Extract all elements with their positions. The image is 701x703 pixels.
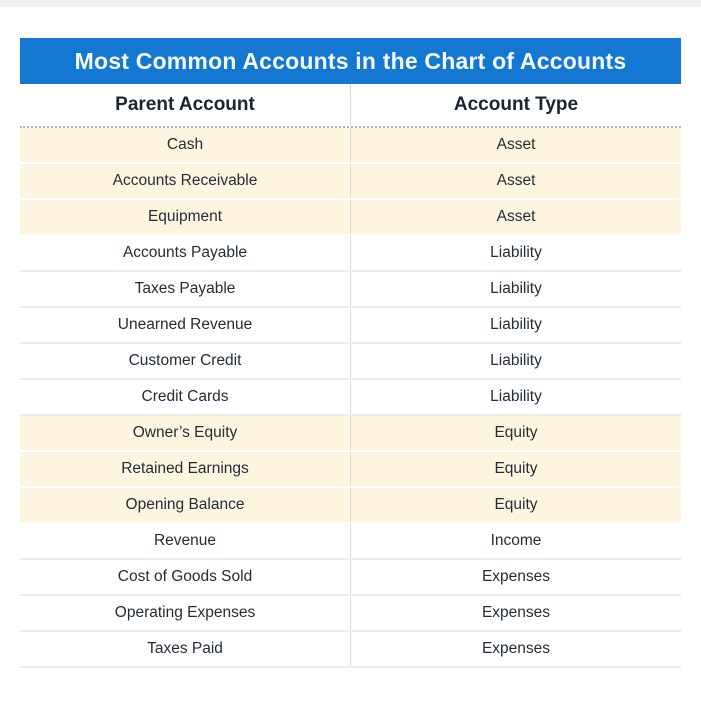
account-type-cell: Expenses xyxy=(481,568,551,585)
account-type-cell: Asset xyxy=(496,172,536,189)
table-body xyxy=(20,128,681,668)
table-row xyxy=(20,416,681,452)
table-row xyxy=(20,272,681,308)
account-type-cell: Expenses xyxy=(481,604,551,621)
parent-account-cell: Taxes Payable xyxy=(20,272,351,306)
account-type-cell: Liability xyxy=(490,352,542,369)
account-type-cell: Liability xyxy=(490,316,542,333)
parent-account-cell: Customer Credit xyxy=(20,344,351,378)
parent-account-cell: Operating Expenses xyxy=(20,596,351,630)
table-row xyxy=(20,560,681,596)
parent-account-cell: Opening Balance xyxy=(20,488,351,522)
table-row xyxy=(20,488,681,524)
parent-account-cell: Cash xyxy=(20,128,351,162)
account-type-cell: Liability xyxy=(490,388,542,405)
column-header-account-type: Account Type xyxy=(453,94,579,115)
table-row xyxy=(20,596,681,632)
table-row xyxy=(20,524,681,560)
title-bar xyxy=(20,38,681,84)
parent-account-cell: Unearned Revenue xyxy=(20,308,351,342)
parent-account-cell: Owner’s Equity xyxy=(20,416,351,450)
accounts-table xyxy=(20,84,681,668)
parent-account-cell: Revenue xyxy=(20,524,351,558)
account-type-cell: Liability xyxy=(490,280,542,297)
parent-account-cell: Cost of Goods Sold xyxy=(20,560,351,594)
account-type-cell: Equity xyxy=(494,496,538,513)
table-row xyxy=(20,452,681,488)
parent-account-cell: Equipment xyxy=(20,200,351,234)
column-header-parent-account: Parent Account xyxy=(20,84,351,126)
table-row xyxy=(20,344,681,380)
parent-account-cell: Accounts Receivable xyxy=(20,164,351,198)
account-type-cell: Income xyxy=(490,532,542,549)
infographic xyxy=(20,38,681,668)
page-title: Most Common Accounts in the Chart of Accounts xyxy=(74,47,627,74)
table-row xyxy=(20,200,681,236)
page-top-strip xyxy=(0,0,701,7)
table-row xyxy=(20,632,681,668)
table-header-row xyxy=(20,84,681,128)
table-row xyxy=(20,128,681,164)
table-row xyxy=(20,236,681,272)
account-type-cell: Liability xyxy=(490,244,542,261)
account-type-cell: Equity xyxy=(494,424,538,441)
parent-account-cell: Credit Cards xyxy=(20,380,351,414)
parent-account-cell: Taxes Paid xyxy=(20,632,351,666)
account-type-cell: Expenses xyxy=(481,640,551,657)
table-row xyxy=(20,308,681,344)
account-type-cell: Asset xyxy=(496,208,536,225)
account-type-cell: Asset xyxy=(496,136,536,153)
account-type-cell: Equity xyxy=(494,460,538,477)
table-row xyxy=(20,164,681,200)
parent-account-cell: Accounts Payable xyxy=(20,236,351,270)
parent-account-cell: Retained Earnings xyxy=(20,452,351,486)
table-row xyxy=(20,380,681,416)
